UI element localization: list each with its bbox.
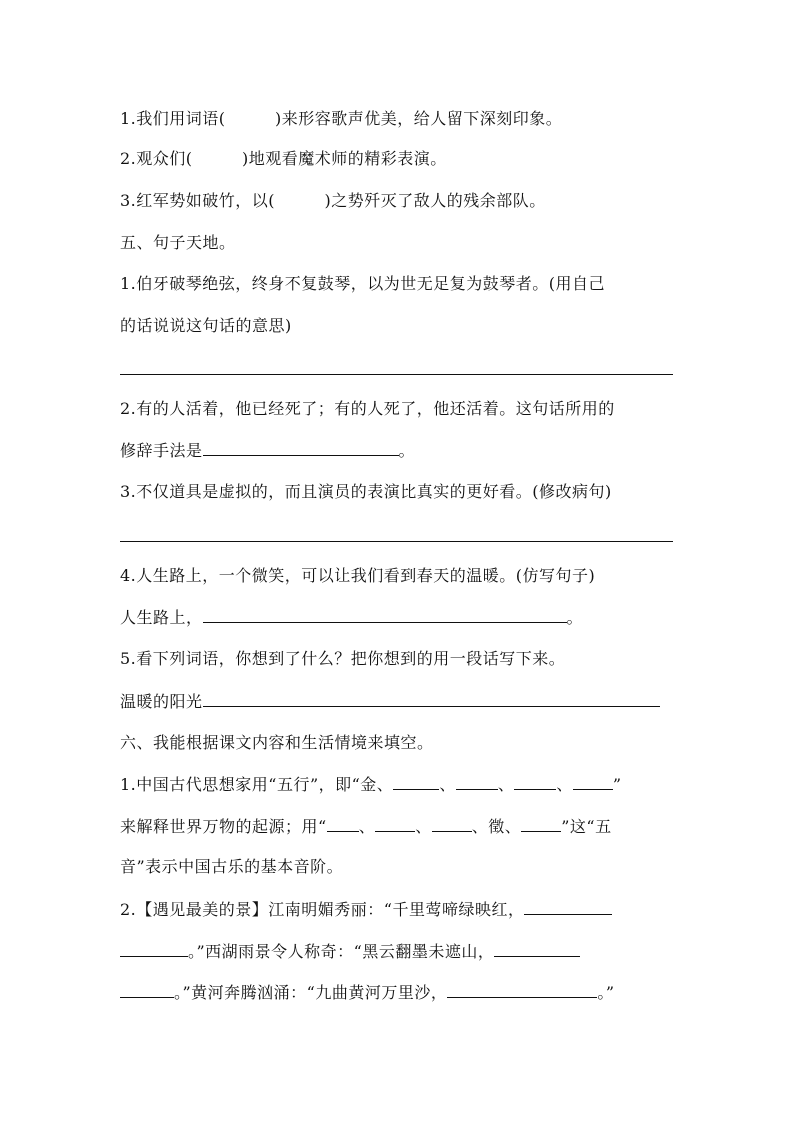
fill-1-line-1: [120, 773, 622, 796]
separator: 、: [497, 775, 515, 794]
poem-blank-1a[interactable]: [524, 898, 612, 915]
sentence-2-prefix: 修辞手法是: [120, 441, 203, 460]
sentence-2-line-2: [120, 439, 415, 462]
sentence-2-suffix: 。: [398, 441, 416, 460]
question-2: 2.观众们( )地观看魔术师的精彩表演。: [120, 149, 447, 168]
tone-blank-2[interactable]: [375, 815, 415, 832]
sentence-4-suffix: 。: [566, 608, 584, 627]
answer-line-1[interactable]: [120, 374, 673, 375]
poem-blank-3[interactable]: [447, 981, 597, 998]
poem-blank-2b[interactable]: [120, 981, 174, 998]
element-blank-1[interactable]: [393, 773, 439, 790]
sentence-5-prompt: 温暖的阳光: [120, 692, 203, 711]
fill-2-line-2: [120, 940, 580, 963]
fill-2-prefix: 2.【遇见最美的景】江南明媚秀丽：“千里莺啼绿映红，: [120, 900, 525, 919]
tone-blank-3[interactable]: [432, 815, 472, 832]
fill-2-line-3-text: 。”黄河奔腾汹涌：“九曲黄河万里沙，: [174, 983, 448, 1002]
tone-blank-4[interactable]: [521, 815, 561, 832]
sentence-5-line-1: 5.看下列词语，你想到了什么？把你想到的用一段话写下来。: [120, 649, 566, 668]
fill-1-line-2: [120, 815, 612, 838]
question-1: 1.我们用词语( )来形容歌声优美，给人留下深刻印象。: [120, 109, 563, 128]
separator: 、: [415, 817, 432, 836]
separator: 、: [439, 775, 456, 794]
sentence-3: 3.不仅道具是虚拟的，而且演员的表演比真实的更好看。(修改病句): [120, 482, 612, 501]
fill-2-line-2-text: 。”西湖雨景令人称奇：“黑云翻墨未遮山，: [188, 942, 495, 961]
question-3: 3.红军势如破竹，以( )之势歼灭了敌人的残余部队。: [120, 191, 546, 210]
element-blank-3[interactable]: [514, 773, 556, 790]
poem-blank-2a[interactable]: [494, 940, 580, 957]
sentence-4-prefix: 人生路上，: [120, 608, 203, 627]
section-5-heading: 五、句子天地。: [120, 233, 236, 252]
sentence-4-line-1: 4.人生路上，一个微笑，可以让我们看到春天的温暖。(仿写句子): [120, 566, 596, 585]
element-blank-2[interactable]: [456, 773, 498, 790]
separator: 、: [358, 817, 376, 836]
fill-1-prefix: 1.中国古代思想家用“五行”，即“金、: [120, 775, 394, 794]
sentence-1-line-1: 1.伯牙破琴绝弦，终身不复鼓琴，以为世无足复为鼓琴者。(用自己: [120, 274, 606, 293]
imitation-blank[interactable]: [203, 606, 567, 623]
answer-line-3[interactable]: [120, 541, 673, 542]
tone-zhi: 、徵、: [471, 817, 522, 836]
sentence-5-line-2: [120, 690, 660, 713]
element-blank-4[interactable]: [573, 773, 613, 790]
fill-2-line-3: [120, 981, 615, 1004]
rhetoric-blank[interactable]: [203, 439, 399, 456]
tone-blank-1[interactable]: [327, 815, 359, 832]
fill-2-line-3-end: 。”: [597, 983, 615, 1002]
fill-1-line-2-prefix: 来解释世界万物的起源；用“: [120, 817, 327, 836]
fill-1-line-3: 音”表示中国古乐的基本音阶。: [120, 857, 344, 876]
poem-blank-1b[interactable]: [120, 940, 188, 957]
separator: 、: [556, 775, 573, 794]
sentence-2-line-1: 2.有的人活着，他已经死了；有的人死了，他还活着。这句话所用的: [120, 399, 615, 418]
section-6-heading: 六、我能根据课文内容和生活情境来填空。: [120, 733, 434, 752]
close-quote: ”: [612, 775, 622, 794]
sentence-1-line-2: 的话说说这句话的意思): [120, 316, 292, 335]
fill-1-line-2-suffix: ”这“五: [561, 817, 612, 836]
fill-2-line-1: [120, 898, 612, 921]
sentence-4-line-2: [120, 606, 583, 629]
paragraph-blank[interactable]: [203, 690, 660, 707]
